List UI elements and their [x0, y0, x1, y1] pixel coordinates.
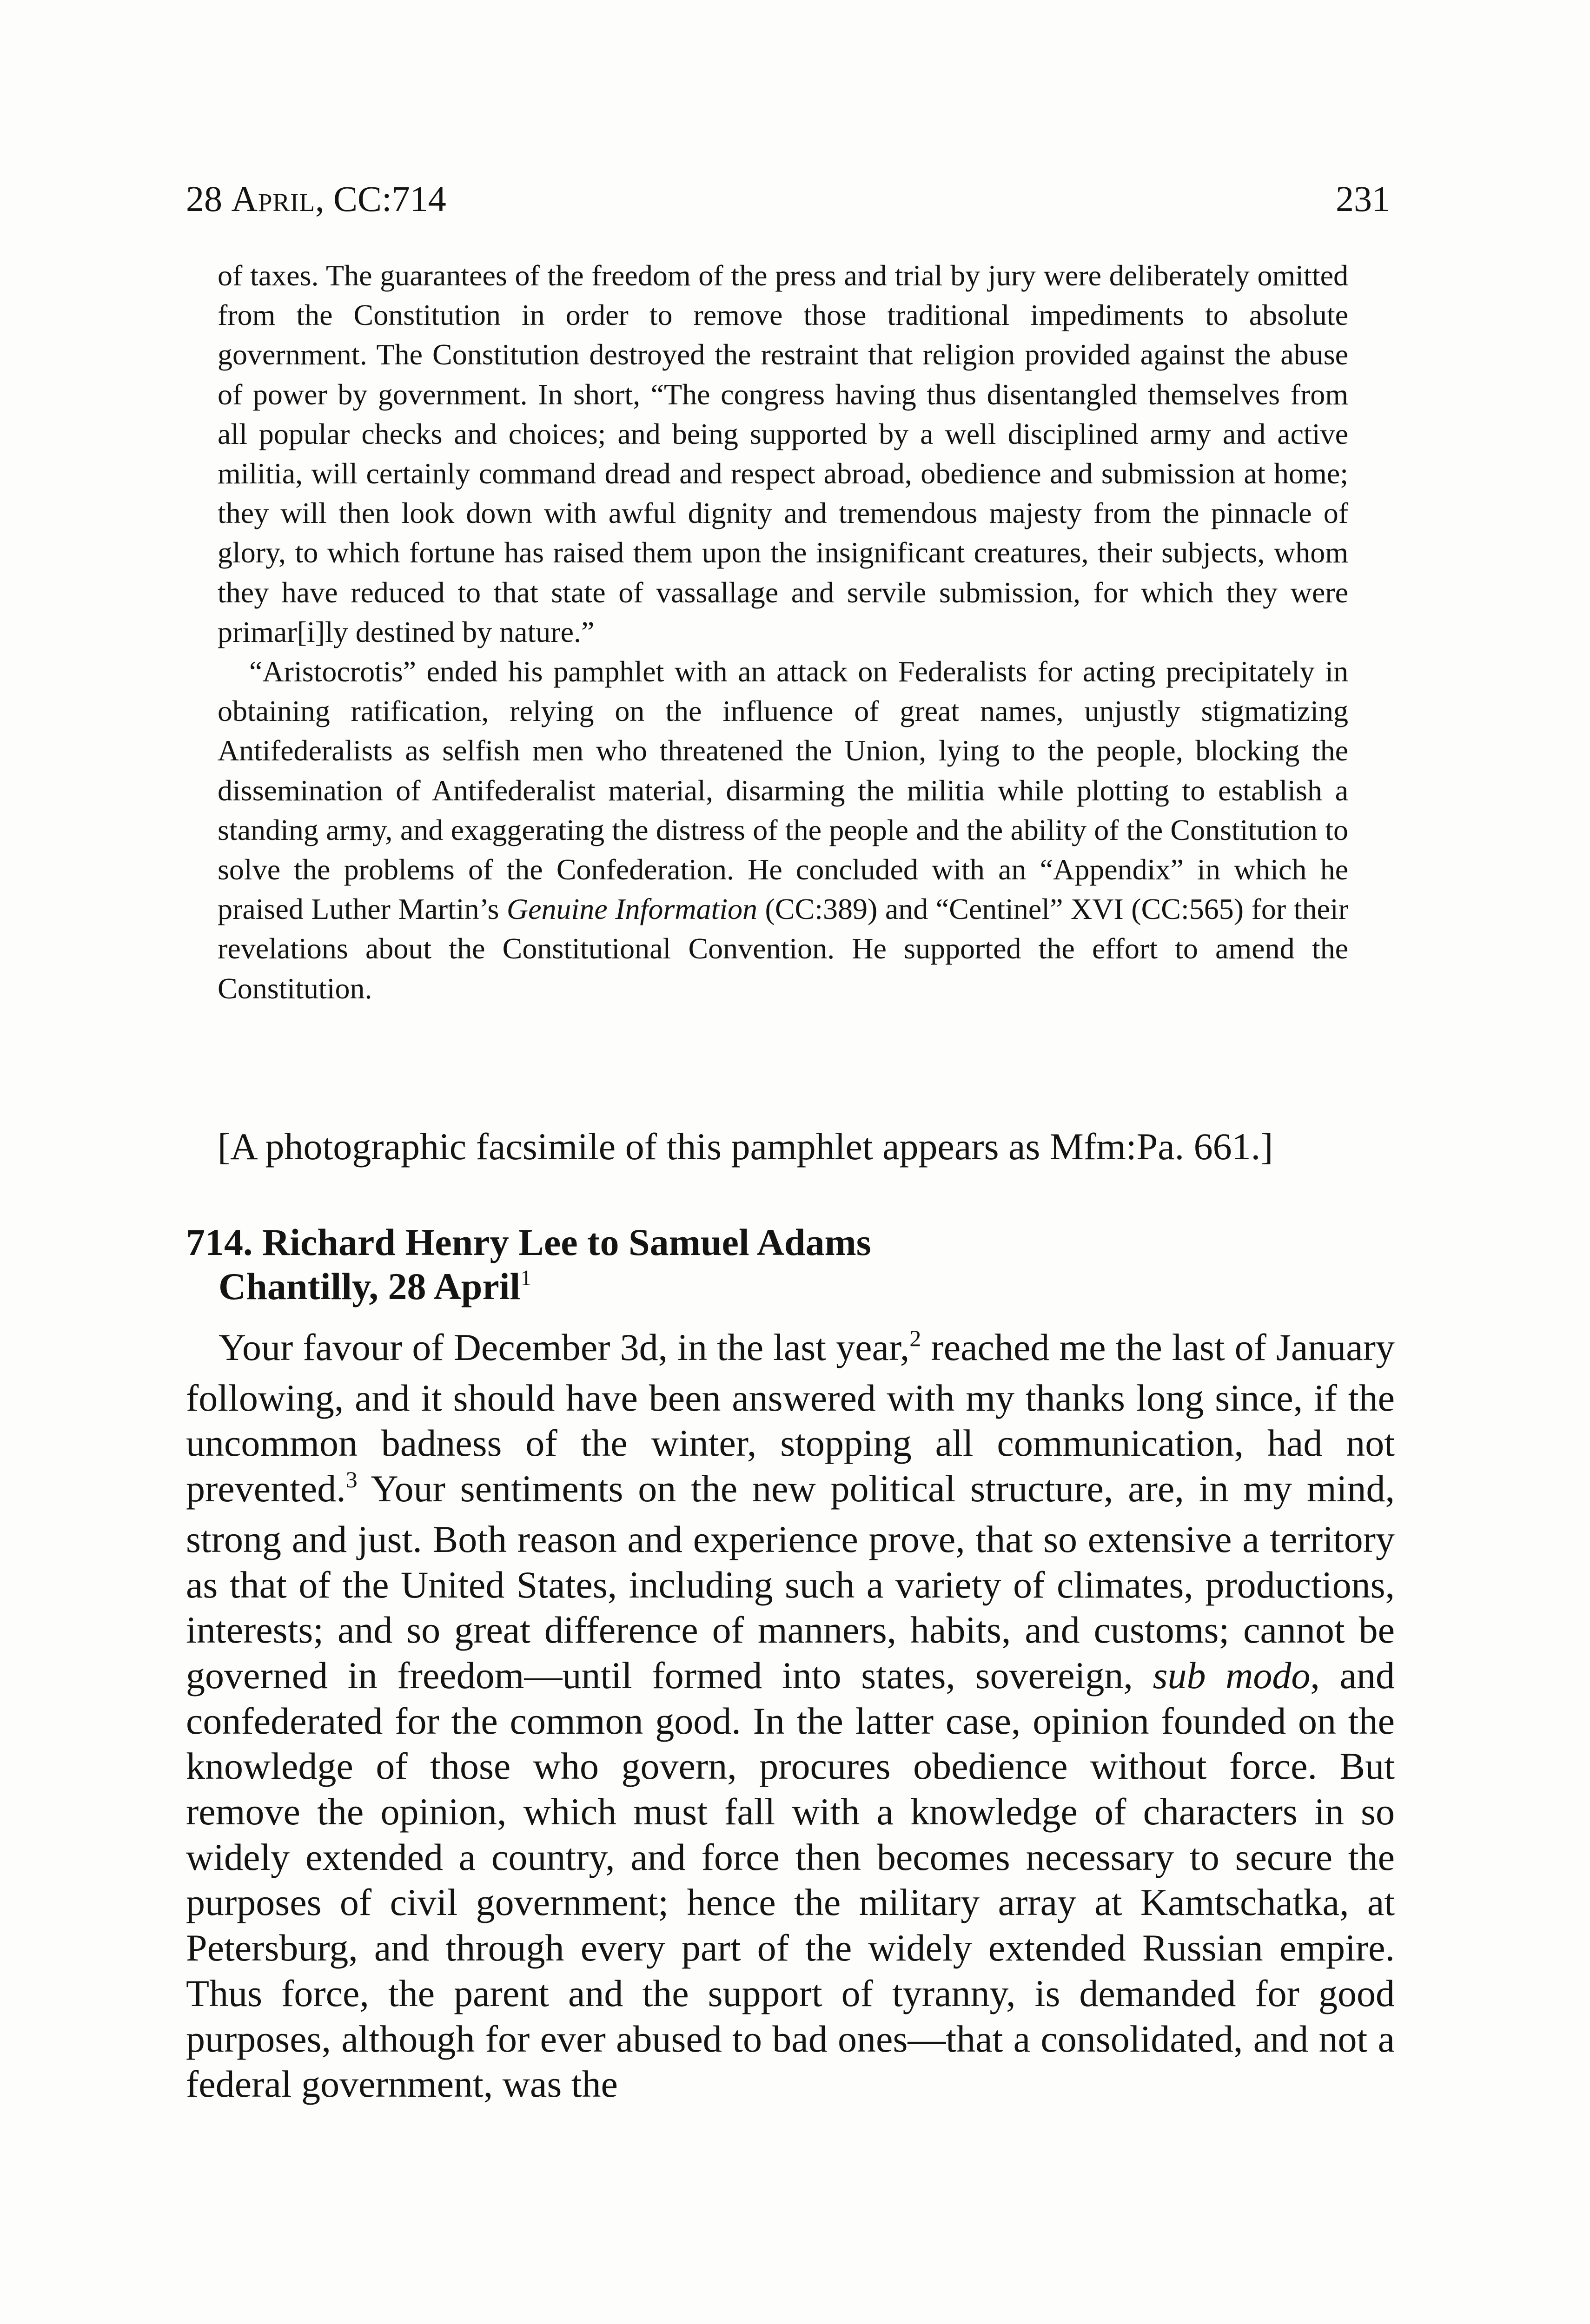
note-ref-3: 3	[345, 1466, 358, 1493]
header-month: April	[231, 178, 316, 219]
editorial-summary	[218, 256, 1348, 1008]
header-doc-ref: CC:714	[333, 178, 446, 219]
facsimile-note: [A photographic facsimile of this pamphlet appears as Mfm:Pa. 661.]	[218, 1125, 1273, 1168]
letter-italic-sub-modo: sub modo	[1153, 1654, 1311, 1697]
header-separator: ,	[315, 178, 334, 219]
summary-paragraph-1	[218, 256, 1348, 652]
letter-text-1: Your favour of December 3d, in the last year,	[219, 1326, 910, 1368]
letter-text-3: Your sentiments on the new political structure, are, in my mind, strong and just. Both reason and experience prove, that so extensive a territory as that of the United States, including such a variety of climates, productions, interests; and so great difference of manners, habits, and customs; cannot be governed in freedom—until formed into states, sovereign,	[186, 1467, 1395, 1697]
letter-text-4: , and confederated for the common good. In the latter case, opinion founded on the knowledge of those who govern, procures obedience without force. But remove the opinion, which must fall with a knowledge of characters in so widely extended a country, and force then becomes necessary to secure the purposes of civil government; hence the military array at Kamtschatka, at Petersburg, and through every part of the widely extended Russian empire. Thus force, the parent and the support of tyranny, is demanded for good purposes, although for ever abused to bad ones—that a consolidated, and not a federal government, was the	[186, 1654, 1395, 2106]
place-date-text: Chantilly, 28 April	[219, 1265, 521, 1307]
running-head	[186, 176, 1390, 222]
summary-p1-text: of taxes. The guarantees of the freedom of the press and trial by jury were deliberately omitted from the Constitution in order to remove those traditional impediments to absolute government. The Constitution destroyed the restraint that religion provided against the abuse of power by government. In short, “The congress having thus disentangled themselves from all popular checks and choices; and being supported by a well disciplined army and active militia, will certainly command dread and respect abroad, obedience and submission at home; they will then look down with awful dignity and tremendous majesty from the pinnacle of glory, to which fortune has raised them upon the insignificant creatures, their subjects, whom they have reduced to that state of vassallage and servile submission, for which they were primar[i]ly destined by nature.”	[218, 259, 1348, 648]
summary-p2-title: Genuine Information	[506, 892, 757, 926]
note-ref-1: 1	[520, 1266, 532, 1290]
note-ref-2: 2	[909, 1325, 921, 1351]
summary-p2-text-a: “Aristocrotis” ended his pamphlet with an attack on Federalists for acting precipitately in obtaining ratification, relying on the influence of great names, unjustly stigmatizing Antifederalists as selfish men who threatened the Union, lying to the people, blocking the dissemination of Antifederalist material, disarming the militia while plotting to establish a standing army, and exaggerating the distress of the people and the ability of the Constitution to solve the problems of the Confederation. He concluded with an “Appendix” in which he praised Luther Martin’s	[218, 655, 1348, 926]
page-number: 231	[1336, 178, 1390, 219]
letter-body	[186, 1325, 1395, 2107]
document-title: 714. Richard Henry Lee to Samuel Adams	[186, 1221, 871, 1263]
running-head-date	[186, 176, 446, 222]
document-place-date	[186, 1264, 1395, 1314]
summary-paragraph-2	[218, 652, 1348, 1008]
letter-paragraph	[186, 1325, 1395, 2107]
document-heading	[186, 1220, 1395, 1314]
summary-p2-text-b: (CC:389) and “Centinel” XVI (CC:565) for their revelations about the Constitutional Convention. He supported the effort to amend the Constitution.	[218, 892, 1348, 1005]
header-day: 28	[186, 178, 232, 219]
letter-text-2: reached me the last of January following, and it should have been answered with my thanks long since, if the uncommon badness of the winter, stopping all communication, had not prevented.	[186, 1326, 1395, 1510]
